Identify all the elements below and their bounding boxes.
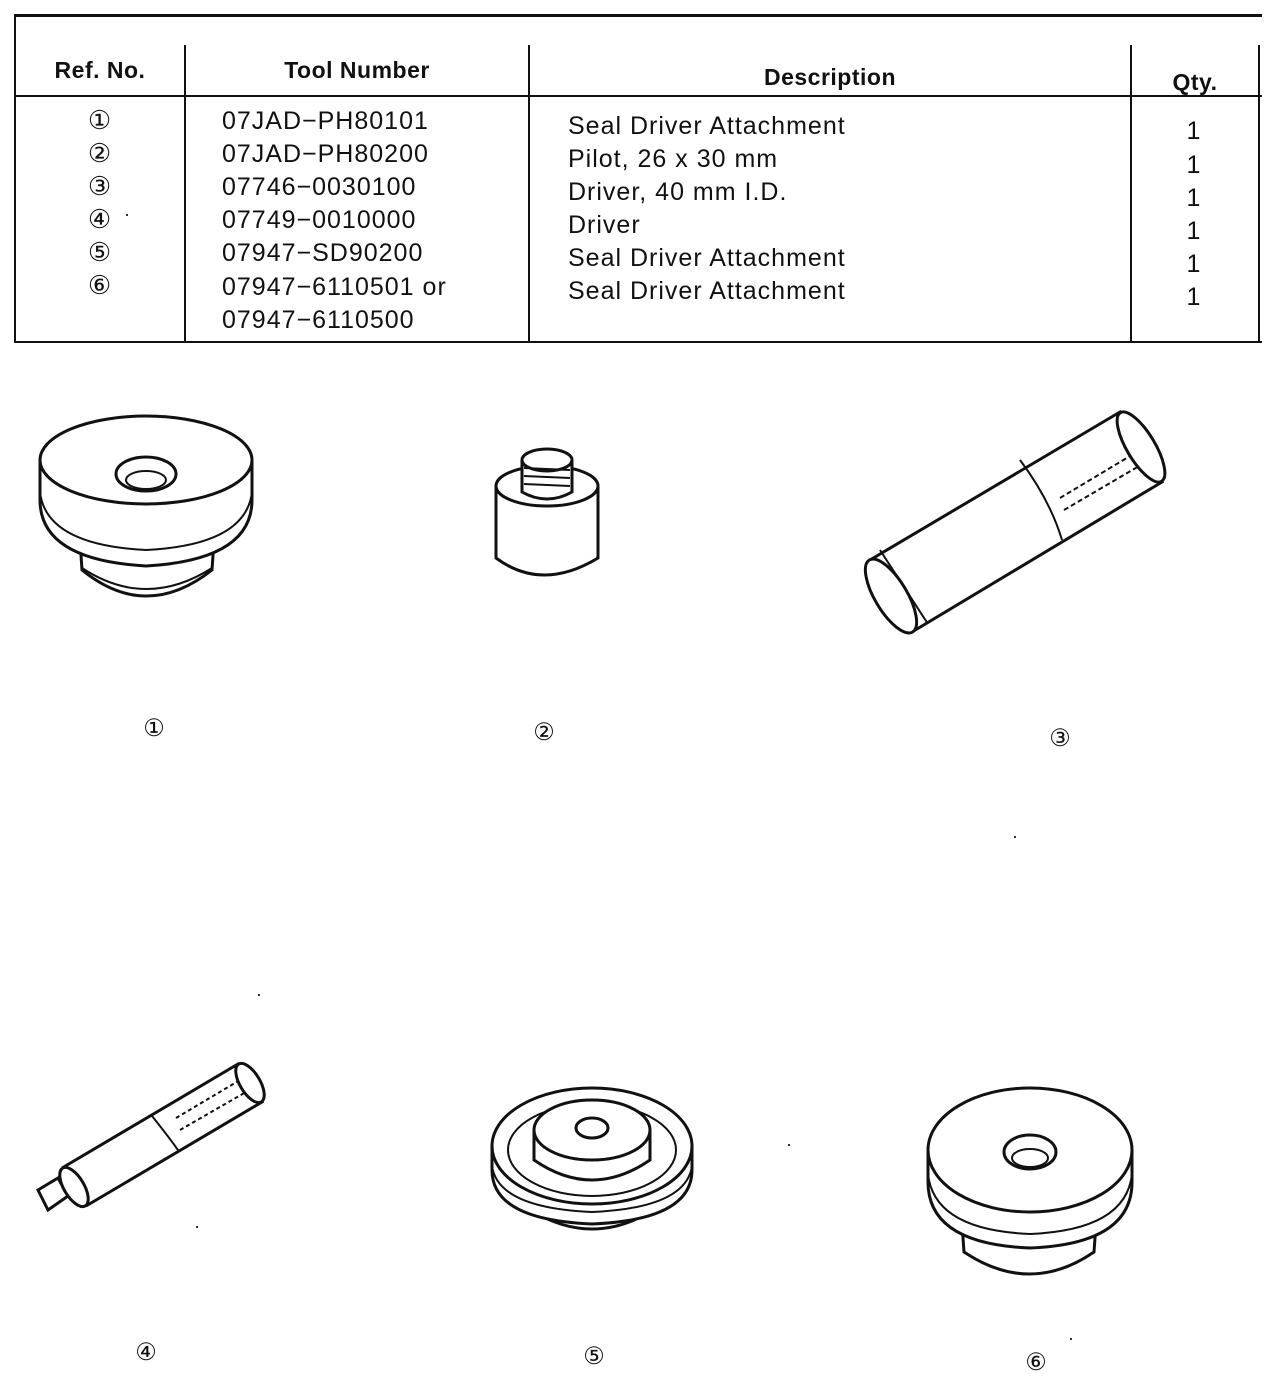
row-description: Driver — [568, 211, 641, 239]
seal-driver-attachment-drawing-6 — [918, 1084, 1148, 1284]
row-ref: ⑤ — [87, 237, 113, 267]
row-description: Seal Driver Attachment — [568, 277, 846, 305]
table-bottom-rule — [14, 341, 1262, 343]
row-qty: 1 — [1186, 283, 1202, 311]
row-description: Pilot, 26 x 30 mm — [568, 145, 779, 173]
header-description: Description — [763, 64, 897, 90]
stepped-seal-driver-drawing — [484, 1070, 704, 1240]
header-divider — [16, 95, 1262, 97]
row-tool-number: 07947−SD90200 — [222, 239, 424, 267]
figure-label: ③ — [1049, 725, 1071, 752]
scan-speck — [1070, 1338, 1072, 1340]
row-tool-number: 07749−0010000 — [222, 206, 417, 234]
figure-label: ⑤ — [583, 1343, 605, 1370]
row-ref: ① — [87, 105, 113, 135]
scan-speck — [126, 214, 128, 216]
row-qty: 1 — [1186, 151, 1202, 179]
row-qty: 1 — [1186, 250, 1202, 278]
header-qty: Qty. — [1172, 69, 1218, 95]
scan-speck — [788, 1144, 790, 1146]
row-qty: 1 — [1186, 117, 1202, 145]
row-ref: ② — [87, 138, 113, 168]
seal-driver-attachment-drawing — [30, 400, 260, 610]
scan-speck — [1014, 836, 1016, 838]
row-description: Driver, 40 mm I.D. — [568, 178, 788, 206]
row-tool-number-alt: 07947−6110500 — [222, 306, 415, 334]
row-description: Seal Driver Attachment — [568, 112, 846, 140]
row-qty: 1 — [1186, 184, 1202, 212]
special-tools-table — [14, 14, 1262, 343]
row-tool-number: 07746−0030100 — [222, 173, 417, 201]
row-tool-number: 07JAD−PH80101 — [222, 107, 429, 135]
row-tool-number: 07947−6110501 or — [222, 273, 447, 301]
driver-handle-drawing — [28, 1050, 273, 1225]
header-tool-number: Tool Number — [284, 57, 430, 83]
pilot-drawing — [480, 440, 620, 590]
figure-label: ② — [533, 719, 555, 746]
column-divider — [1258, 45, 1260, 343]
figure-label: ① — [143, 715, 165, 742]
driver-tube-drawing — [850, 400, 1170, 655]
scan-speck — [196, 1226, 198, 1228]
scan-speck — [258, 994, 260, 996]
figure-label: ④ — [135, 1339, 157, 1366]
header-ref-no: Ref. No. — [54, 57, 146, 83]
figure-label: ⑥ — [1025, 1349, 1047, 1376]
row-ref: ③ — [87, 171, 113, 201]
row-description: Seal Driver Attachment — [568, 244, 846, 272]
row-tool-number: 07JAD−PH80200 — [222, 140, 429, 168]
row-ref: ⑥ — [87, 270, 113, 300]
row-qty: 1 — [1186, 217, 1202, 245]
column-divider — [184, 45, 186, 343]
row-ref: ④ — [87, 204, 113, 234]
